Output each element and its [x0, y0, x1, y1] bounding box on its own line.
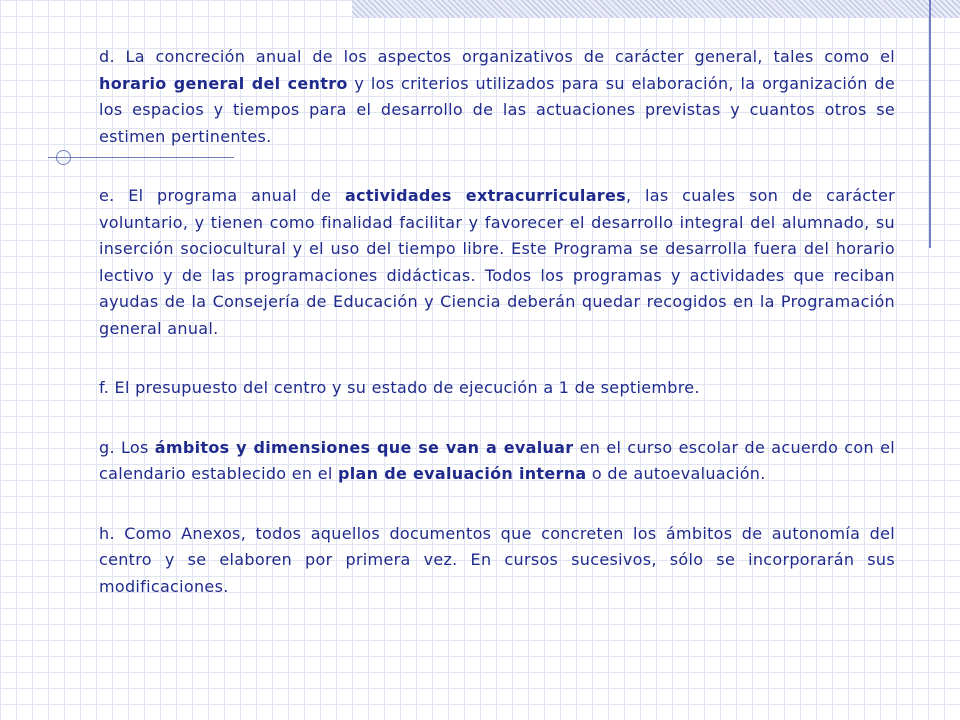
text-run: g. Los: [99, 437, 155, 457]
paragraph-e: [99, 183, 895, 342]
text-run: , las cuales son de carácter voluntario, y tienen como finalidad facilitar y favorecer el desarrollo integral del alumnado, su inserción sociocultural y el uso del tiempo libre. Este Programa se desarrolla fuera del horario lectivo y de las programaciones didácticas. Todos los programas y actividades que reciban ayudas de la Consejería de Educación y Ciencia deberán quedar recogidos en la Programación general anual.: [99, 186, 895, 338]
paragraph-h: [99, 521, 895, 601]
ring-ornament: [56, 150, 71, 165]
paragraph-g: [99, 435, 895, 488]
emphasis: actividades extracurriculares: [344, 186, 626, 205]
hatched-banner: [352, 0, 960, 18]
emphasis: plan de evaluación interna: [338, 464, 587, 483]
text-run: d. La concreción anual de los aspectos organizativos de carácter general, tales como el: [99, 47, 895, 66]
text-run: h. Como Anexos, todos aquellos documentos que concreten los ámbitos de autonomía del centro y se elaboren por primera vez. En cursos sucesivos, sólo se incorporarán sus modificaciones.: [99, 523, 895, 596]
vertical-accent-line: [929, 0, 931, 248]
text-run: o de autoevaluación.: [586, 464, 766, 483]
text-run: e. El programa anual de: [99, 186, 345, 205]
text-run: en el curso escolar de acuerdo con el calendario establecido en el: [99, 437, 895, 483]
emphasis: ámbitos y dimensiones que se van a evaluar: [154, 437, 574, 457]
paragraph-f: [99, 375, 895, 402]
text-run: f. El presupuesto del centro y su estado de ejecución a 1 de septiembre.: [99, 378, 700, 397]
emphasis: horario general del centro: [99, 73, 348, 93]
paragraph-d: [99, 44, 895, 150]
slide-body: [99, 44, 895, 633]
text-run: y los criterios utilizados para su elaboración, la organización de los espacios y tiempos para el desarrollo de las actuaciones previstas y cuantos otros se estimen pertinentes.: [99, 73, 895, 146]
